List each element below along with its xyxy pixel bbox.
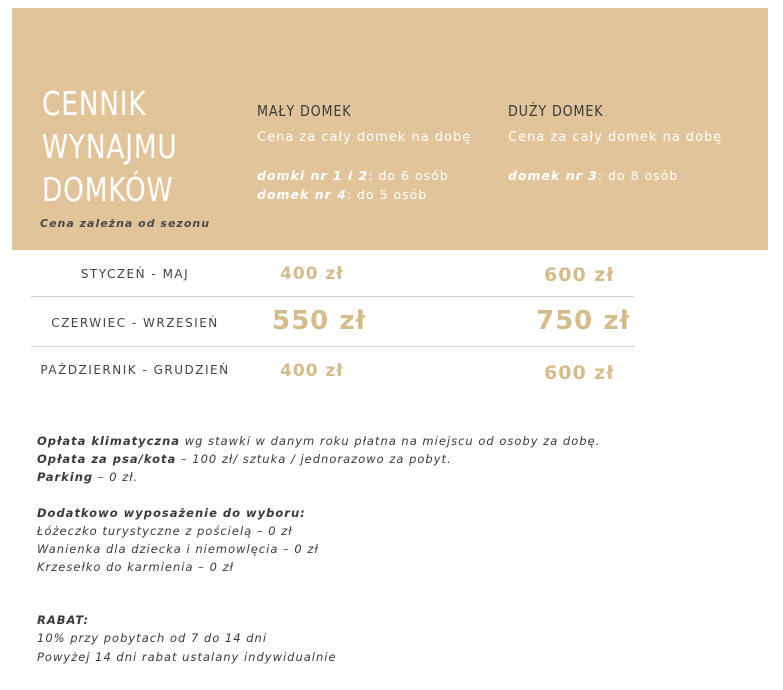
discount-heading	[37, 613, 89, 627]
season-label-1: STYCZEŃ - MAJ	[80, 267, 190, 281]
fee-text: – 100 zł/ sztuka / jednorazowo za pobyt.	[176, 452, 452, 466]
large-house-price-1: 600 zł	[544, 264, 615, 286]
small-house-price-2: 550 zł	[272, 306, 367, 336]
large-house-line-1	[508, 168, 678, 183]
season-label-2: CZERWIEC - WRZESIEŃ	[51, 316, 219, 330]
title-line-1: CENNIK	[42, 84, 147, 123]
season-note: Cena zależna od sezonu	[40, 217, 211, 230]
fee-bold: Parking	[37, 470, 94, 484]
row-divider	[31, 346, 634, 347]
small-house-price-3: 400 zł	[280, 361, 344, 381]
fee-line-3	[37, 470, 138, 484]
title-line-2: WYNAJMU	[42, 127, 178, 166]
line-bold: domek nr 3	[508, 168, 598, 183]
large-house-price-2: 750 zł	[536, 306, 631, 336]
title-line-3: DOMKÓW	[42, 170, 174, 209]
extras-item-2: Wanienka dla dziecka i niemowlęcia – 0 zł	[37, 542, 319, 556]
small-house-heading: MAŁY DOMEK	[257, 102, 352, 120]
line-text: : do 5 osób	[346, 187, 428, 202]
small-house-line-1	[257, 168, 449, 183]
fee-bold: Opłata za psa/kota	[37, 452, 177, 466]
extras-item-1: Łóżeczko turystyczne z pościelą – 0 zł	[37, 524, 293, 538]
discount-item-1: 10% przy pobytach od 7 do 14 dni	[37, 631, 268, 645]
extras-heading-text: Dodatkowo wyposażenie do wyboru:	[37, 506, 306, 520]
small-house-line-2	[257, 187, 427, 202]
large-house-price-3: 600 zł	[544, 362, 615, 384]
fee-text: – 0 zł.	[93, 470, 139, 484]
line-bold: domek nr 4	[257, 187, 347, 202]
large-house-heading: DUŻY DOMEK	[508, 102, 604, 120]
line-bold: domki nr 1 i 2	[257, 168, 369, 183]
discount-item-2: Powyżej 14 dni rabat ustalany indywidualnie	[37, 650, 337, 664]
extras-item-3: Krzesełko do karmienia – 0 zł	[37, 560, 234, 574]
small-house-price-1: 400 zł	[280, 264, 344, 284]
fee-text: wg stawki w danym roku płatna na miejscu od osoby za dobę.	[180, 434, 601, 448]
season-label-3: PAŹDZIERNIK - GRUDZIEŃ	[40, 363, 230, 377]
small-house-subheading: Cena za cały domek na dobę	[257, 130, 472, 145]
discount-heading-text: RABAT:	[37, 613, 90, 627]
fee-line-2	[37, 452, 452, 466]
fee-line-1	[37, 434, 600, 448]
fee-bold: Opłata klimatyczna	[37, 434, 181, 448]
extras-heading	[37, 506, 306, 520]
large-house-subheading: Cena za cały domek na dobę	[508, 130, 723, 145]
line-text: : do 6 osób	[368, 168, 449, 183]
row-divider	[31, 296, 634, 297]
line-text: : do 8 osób	[597, 168, 679, 183]
